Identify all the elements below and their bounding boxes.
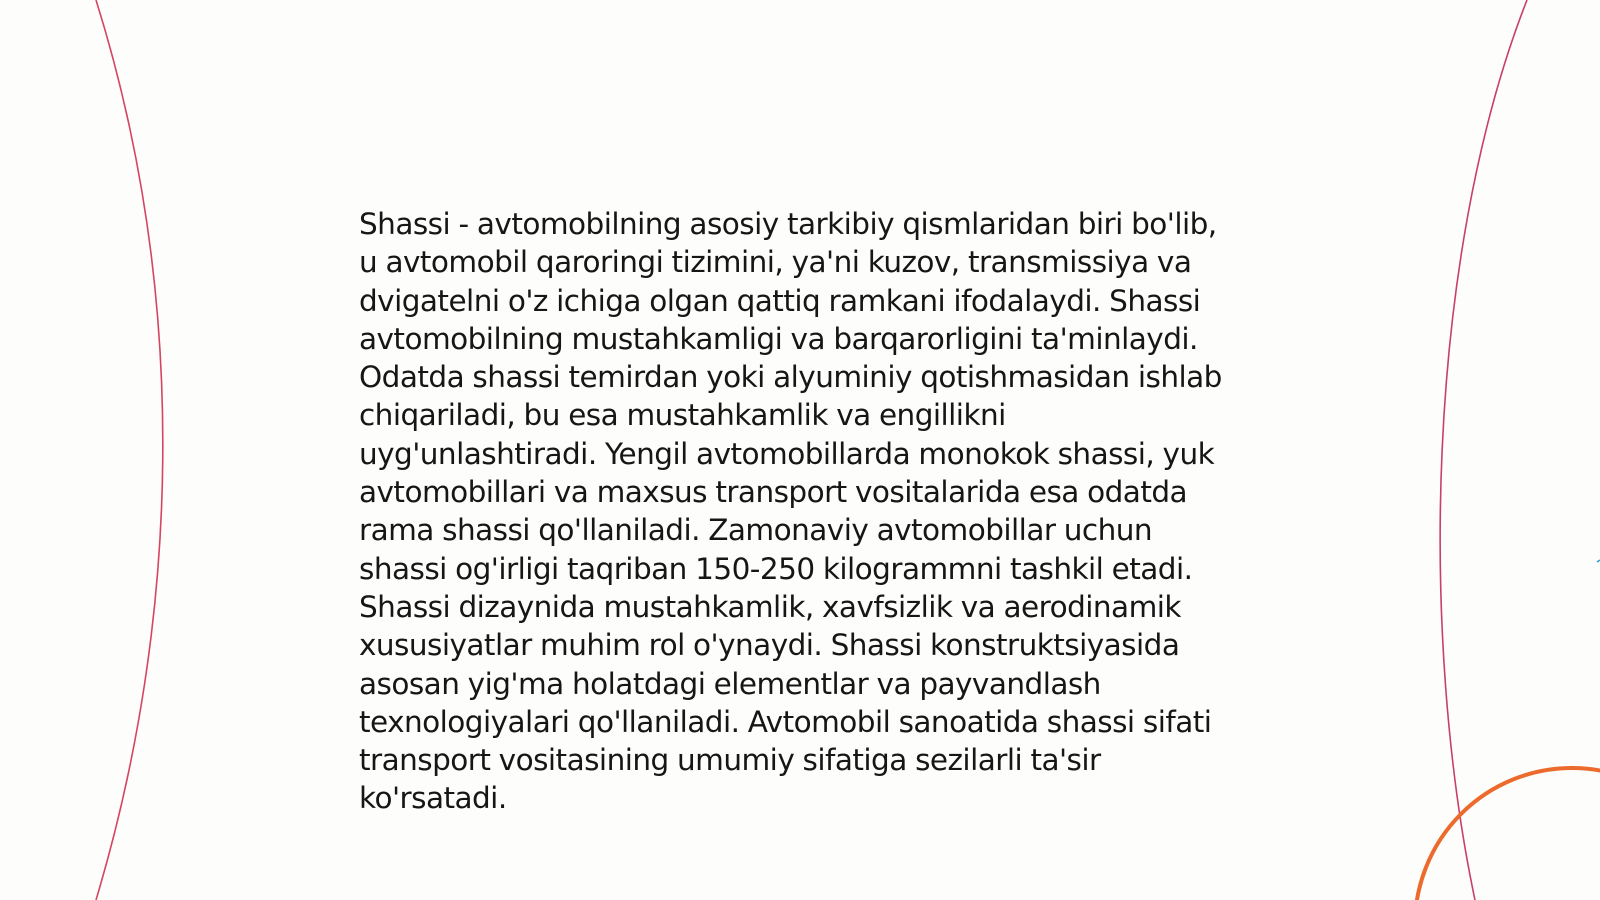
body-paragraph: Shassi - avtomobilning asosiy tarkibiy qismlaridan biri bo'lib, u avtomobil qaroringi tizimini, ya'ni kuzov, transmissiya va dvigatelni o'z ichiga olgan qattiq ramkani ifodalaydi. Shassi avtomobilning mustahkamligi va barqarorligini ta'minlaydi. Odatda shassi temirdan yoki alyuminiy qotishmasidan ishlab chiqariladi, bu esa mustahkamlik va engillikni uyg'unlashtiradi. Yengil avtomobillarda monokok shassi, yuk avtomobillari va maxsus transport vositalarida esa odatda rama shassi qo'llaniladi. Zamonaviy avtomobillar uchun shassi og'irligi taqriban 150-250 kilogrammni tashkil etadi. Shassi dizaynida mustahkamlik, xavfsizlik va aerodinamik xususiyatlar muhim rol o'ynaydi. Shassi konstruktsiyasida asosan yig'ma holatdagi elementlar va payvandlash texnologiyalari qo'llaniladi. Avtomobil sanoatida shassi sifati transport vositasining umumiy sifatiga sezilarli ta'sir ko'rsatadi.: [359, 207, 1222, 816]
left-curve-line: [96, 0, 163, 900]
right-curve-line: [1440, 0, 1527, 900]
orange-circle-arc: [1415, 768, 1600, 900]
